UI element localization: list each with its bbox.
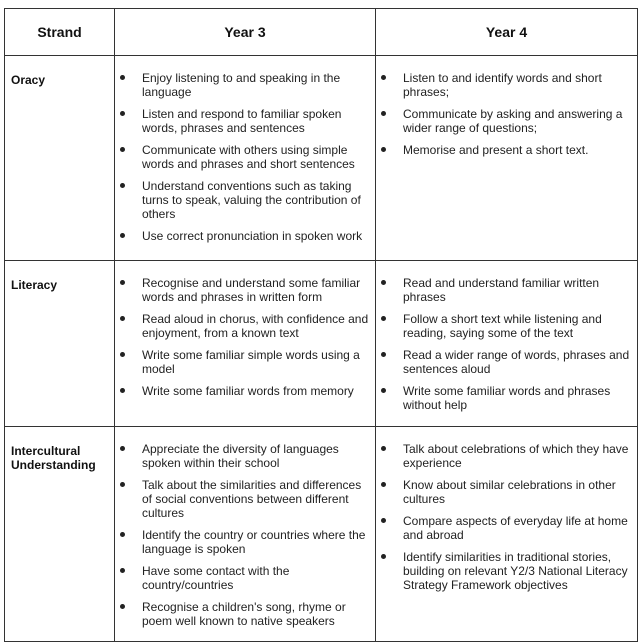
objectives-list <box>376 71 633 157</box>
bullet-icon <box>381 75 386 80</box>
table-row-intercultural-understanding <box>5 427 638 642</box>
bullet-icon <box>381 388 386 393</box>
bullet-icon <box>381 111 386 116</box>
objective-item <box>376 143 633 157</box>
year-3-cell <box>115 427 376 642</box>
objective-text: Know about similar celebrations in other cultures <box>403 478 616 506</box>
bullet-icon <box>381 280 386 285</box>
table-row-oracy <box>5 56 638 261</box>
objective-item <box>115 229 371 243</box>
objective-text: Read and understand familiar written phrases <box>403 276 600 304</box>
objective-item <box>115 348 371 376</box>
bullet-icon <box>381 482 386 487</box>
objective-text: Have some contact with the country/countries <box>142 564 290 592</box>
strand-label: Intercultural Understanding <box>5 427 115 642</box>
bullet-icon <box>120 280 125 285</box>
header-row <box>5 9 638 56</box>
bullet-icon <box>381 147 386 152</box>
objective-item <box>376 442 633 470</box>
table-row-literacy <box>5 261 638 427</box>
objective-item <box>376 514 633 542</box>
objective-item <box>376 550 633 592</box>
strand-label: Literacy <box>5 261 115 427</box>
bullet-icon <box>120 532 125 537</box>
objective-item <box>115 564 371 592</box>
objective-text: Recognise a children's song, rhyme or poem well known to native speakers <box>142 600 346 628</box>
objective-text: Use correct pronunciation in spoken work <box>142 229 363 243</box>
objective-text: Appreciate the diversity of languages spoken within their school <box>142 442 339 470</box>
objective-text: Read aloud in chorus, with confidence and enjoyment, from a known text <box>142 312 369 340</box>
bullet-icon <box>120 233 125 238</box>
objective-item <box>376 348 633 376</box>
bullet-icon <box>120 316 125 321</box>
objective-item <box>376 312 633 340</box>
objective-text: Talk about the similarities and differences of social conventions between different cultures <box>142 478 362 520</box>
curriculum-table <box>4 8 638 642</box>
objective-item <box>376 71 633 99</box>
objective-item <box>115 478 371 520</box>
year-4-cell <box>376 261 638 427</box>
objective-item <box>115 528 371 556</box>
objective-text: Communicate with others using simple words and phrases and short sentences <box>142 143 355 171</box>
year-4-cell <box>376 56 638 261</box>
bullet-icon <box>120 352 125 357</box>
objective-text: Follow a short text while listening and reading, saying some of the text <box>403 312 602 340</box>
header-strand: Strand <box>5 9 115 56</box>
objective-text: Identify similarities in traditional stories, building on relevant Y2/3 National Literacy Strategy Framework objectives <box>403 550 628 592</box>
bullet-icon <box>120 183 125 188</box>
bullet-icon <box>120 482 125 487</box>
objectives-list <box>115 276 371 398</box>
strand-label: Oracy <box>5 56 115 261</box>
objective-item <box>115 276 371 304</box>
objective-item <box>115 312 371 340</box>
bullet-icon <box>120 604 125 609</box>
objective-text: Write some familiar words and phrases without help <box>403 384 611 412</box>
objective-text: Identify the country or countries where the language is spoken <box>142 528 366 556</box>
objective-text: Write some familiar words from memory <box>142 384 354 398</box>
objective-item <box>115 179 371 221</box>
objective-item <box>115 107 371 135</box>
objective-item <box>115 600 371 628</box>
objective-text: Communicate by asking and answering a wider range of questions; <box>403 107 623 135</box>
objectives-list <box>376 276 633 412</box>
bullet-icon <box>120 388 125 393</box>
objective-item <box>115 442 371 470</box>
objective-item <box>115 71 371 99</box>
objectives-list <box>115 442 371 628</box>
objectives-list <box>376 442 633 592</box>
objective-text: Recognise and understand some familiar words and phrases in written form <box>142 276 361 304</box>
objective-item <box>376 478 633 506</box>
objective-text: Understand conventions such as taking turns to speak, valuing the contribution of others <box>142 179 361 221</box>
objective-item <box>376 384 633 412</box>
bullet-icon <box>120 75 125 80</box>
bullet-icon <box>120 446 125 451</box>
bullet-icon <box>381 316 386 321</box>
year-3-cell <box>115 261 376 427</box>
header-year-3: Year 3 <box>115 9 376 56</box>
objectives-list <box>115 71 371 243</box>
objective-text: Listen to and identify words and short phrases; <box>403 71 602 99</box>
year-4-cell <box>376 427 638 642</box>
objective-text: Compare aspects of everyday life at home and abroad <box>403 514 628 542</box>
objective-text: Talk about celebrations of which they have experience <box>403 442 629 470</box>
header-year-4: Year 4 <box>376 9 638 56</box>
bullet-icon <box>120 111 125 116</box>
objective-text: Memorise and present a short text. <box>403 143 589 157</box>
objective-text: Write some familiar simple words using a model <box>142 348 360 376</box>
year-3-cell <box>115 56 376 261</box>
objective-item <box>376 276 633 304</box>
objective-text: Enjoy listening to and speaking in the language <box>142 71 341 99</box>
objective-item <box>376 107 633 135</box>
objective-item <box>115 384 371 398</box>
objective-item <box>115 143 371 171</box>
bullet-icon <box>120 147 125 152</box>
bullet-icon <box>381 518 386 523</box>
bullet-icon <box>381 446 386 451</box>
bullet-icon <box>120 568 125 573</box>
objective-text: Listen and respond to familiar spoken words, phrases and sentences <box>142 107 342 135</box>
objective-text: Read a wider range of words, phrases and sentences aloud <box>403 348 630 376</box>
bullet-icon <box>381 554 386 559</box>
bullet-icon <box>381 352 386 357</box>
